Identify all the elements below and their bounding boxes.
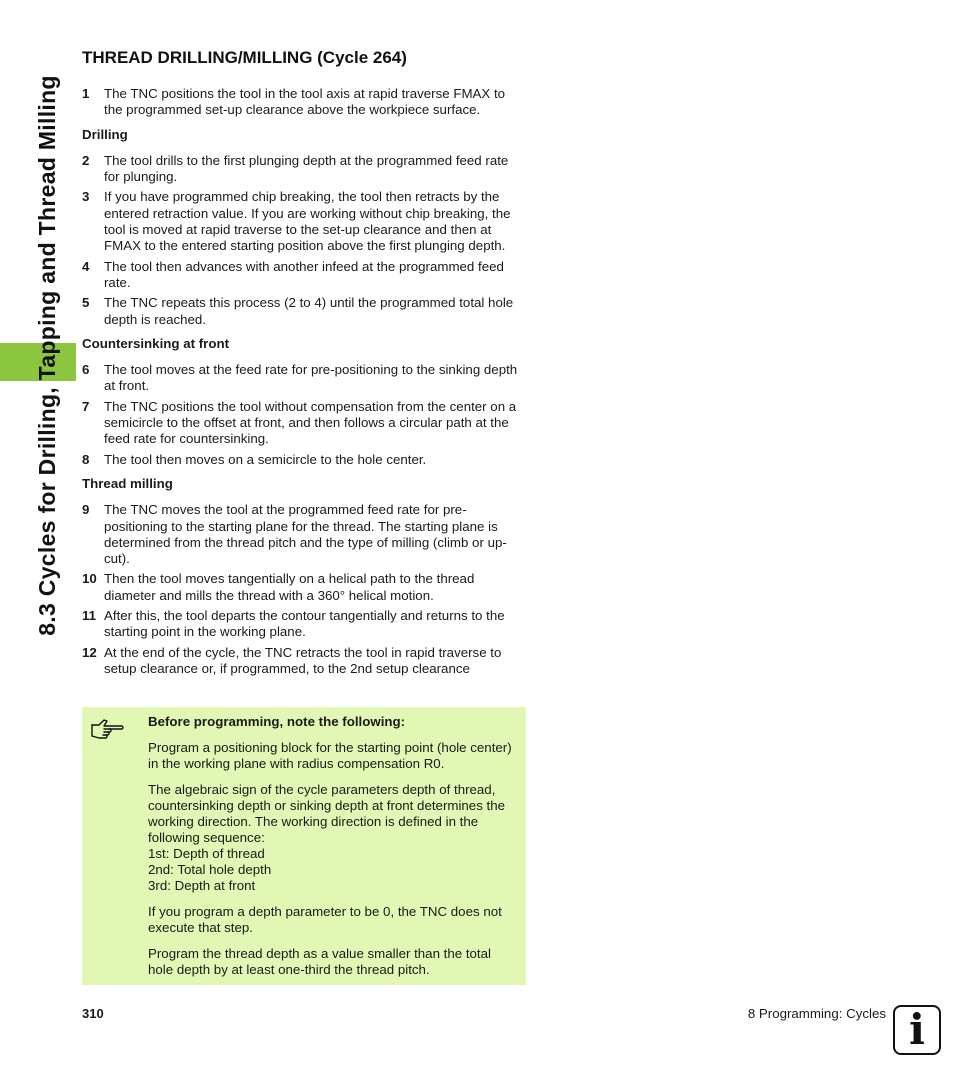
step-text: The tool moves at the feed rate for pre-positioning to the sinking depth at front.: [104, 362, 518, 394]
step-5: [82, 295, 526, 328]
pointing-hand-icon: [90, 715, 126, 743]
section-side-title-text: 8.3 Cycles for Drilling, Tapping and Thread Milling: [33, 74, 60, 636]
step-11: [82, 608, 526, 641]
step-text: The tool then advances with another infeed at the programmed feed rate.: [104, 258, 504, 290]
step-3: [82, 189, 526, 254]
step-number: 5: [82, 295, 90, 311]
step-number: 8: [82, 451, 90, 467]
subheading-drilling: Drilling: [82, 126, 128, 142]
sequence-item: 3rd: Depth at front: [148, 878, 256, 893]
step-10: [82, 571, 526, 604]
step-text: The TNC positions the tool without compensation from the center on a semicircle to the offset at front, and then follows a circular path at the feed rate for countersinking.: [104, 398, 517, 447]
note-paragraph: Program a positioning block for the starting point (hole center) in the working plane with radius compensation R0.: [148, 740, 512, 771]
step-number: 11: [82, 608, 97, 624]
step-text: Then the tool moves tangentially on a helical path to the thread diameter and mills the thread with a 360° helical motion.: [104, 571, 475, 603]
step-number: 4: [82, 258, 90, 274]
note-title: Before programming, note the following:: [148, 714, 406, 729]
step-number: 1: [82, 86, 90, 101]
subheading-countersinking: Countersinking at front: [82, 335, 229, 351]
note-paragraph: If you program a depth parameter to be 0, the TNC does not execute that step.: [148, 904, 502, 935]
step-9: [82, 502, 526, 567]
step-text: After this, the tool departs the contour tangentially and returns to the starting point in the working plane.: [104, 608, 505, 640]
step-text: The TNC moves the tool at the programmed feed rate for pre-positioning to the starting plane for the thread. The starting plane is determined from the thread pitch and the type of milling (climb or up-cut).: [104, 502, 507, 567]
info-icon: [893, 1005, 941, 1055]
programming-note-box: [82, 707, 526, 985]
step-7: [82, 399, 526, 448]
step-number: 9: [82, 502, 90, 518]
sequence-item: 2nd: Total hole depth: [148, 862, 272, 877]
note-body: [148, 714, 518, 988]
cycle-description: [82, 86, 526, 681]
step-text: At the end of the cycle, the TNC retracts the tool in rapid traverse to setup clearance or, if programmed, to the 2nd setup clearance: [104, 644, 502, 676]
note-paragraph-text: The algebraic sign of the cycle parameters depth of thread, countersinking depth or sinking depth at front determines the working direction. The working direction is defined in the following sequence:: [148, 782, 506, 845]
step-text: The TNC repeats this process (2 to 4) until the programmed total hole depth is reached.: [104, 295, 514, 327]
subheading-thread-milling: Thread milling: [82, 475, 173, 491]
step-12: [82, 645, 526, 678]
page-number: 310: [82, 1006, 104, 1021]
step-4: [82, 259, 526, 292]
step-text: The TNC positions the tool in the tool axis at rapid traverse FMAX to the programmed set-up clearance above the workpiece surface.: [104, 86, 506, 118]
step-2: [82, 153, 526, 186]
note-paragraph: Program the thread depth as a value smaller than the total hole depth by at least one-third the thread pitch.: [148, 946, 491, 977]
sequence-item: 1st: Depth of thread: [148, 846, 265, 861]
footer-chapter-label: 8 Programming: Cycles: [747, 1006, 886, 1021]
step-number: 3: [82, 189, 90, 205]
step-1: [82, 86, 526, 119]
step-8: [82, 452, 526, 468]
step-number: 10: [82, 571, 97, 587]
step-text: The tool drills to the first plunging depth at the programmed feed rate for plunging.: [104, 152, 509, 185]
page-heading: THREAD DRILLING/MILLING (Cycle 264): [82, 48, 407, 67]
step-number: 6: [82, 362, 90, 378]
info-icon-glyph: i: [909, 1005, 925, 1054]
step-number: 12: [82, 644, 97, 660]
note-paragraph-sequence: [148, 782, 518, 894]
section-side-title: [32, 55, 62, 655]
step-text: The tool then moves on a semicircle to the hole center.: [104, 451, 427, 467]
step-text: If you have programmed chip breaking, the tool then retracts by the entered retraction value. If you are working without chip breaking, the tool is moved at rapid traverse to the set-up clearance and then at FMAX to the entered starting position above the first plunging depth.: [104, 189, 511, 254]
step-number: 2: [82, 152, 90, 168]
step-6: [82, 362, 526, 395]
step-number: 7: [82, 398, 90, 414]
